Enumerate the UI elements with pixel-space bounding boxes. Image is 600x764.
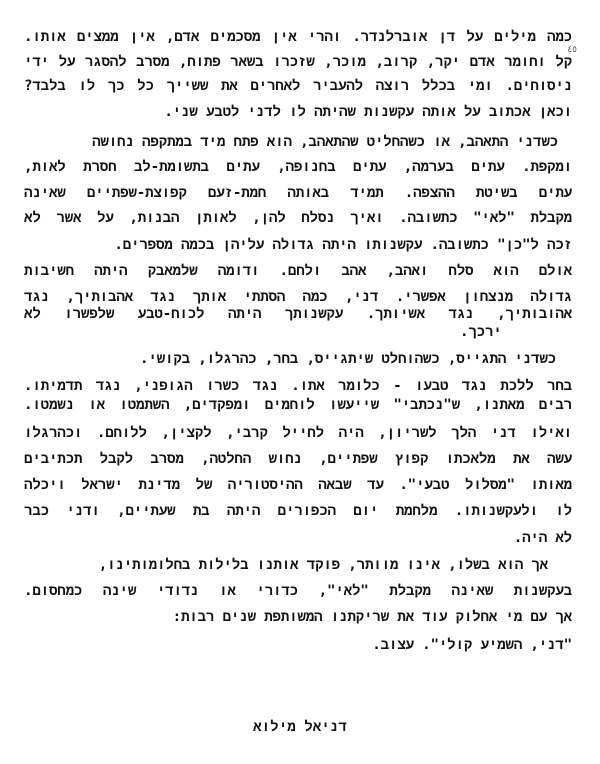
text-line: כשדני התאהב, או כשהחליט שהתאהב, הוא פתח מיד במתקפה נחושה (92, 134, 558, 150)
text-line: גדולה מנצחון אפשרי. דני, כמה הסתתי אותך נגד אהבותיך, נגד (24, 289, 572, 305)
text-line: לו ולעקשנותו. מלחמת יום הכפורים היתה בת שעתיים, ודני כבר (24, 503, 572, 519)
text-line: רבים מאתנו, ש"נכתבי" שייעשו לוחמים ומפקדים, השתמטו או נשמטו. (24, 397, 572, 413)
text-line: לא היה. (513, 530, 572, 546)
margin-mark: ٤٥ (567, 45, 577, 55)
text-line: עתים בשיטת ההצפה. תמיד באותה חמת-זעם קפוצת-שפתיים שאינה (24, 185, 572, 201)
text-line: אך עם מי אחלוק עוד את שריקתנו המשותפת שנים רבות: (172, 609, 572, 625)
text-line: אהובותיך, נגד אשיותך. עקשנותך היתה לכוח-טבע שלפשרו לא (24, 306, 572, 322)
text-line: ומקפת. עתים בערמה, עתים בחנופה, עתים בתשומת-לב חסרת לאות, (24, 159, 572, 175)
text-line: עשה את מלאכתו קפוץ שפתיים, נחוש החלטה, מסרב לקבל תכתיבים (24, 451, 572, 467)
text-line: "דני, השמיע קולי". עצוב. (372, 637, 572, 653)
text-line: מאותו "מסלול טבעי". עד שבאה ההיסטוריה של מדינת ישראל ויכלה (24, 477, 572, 493)
text-line: בעקשנות שאינה מקבלת "לאי", כדורי או נדודי שינה כמחסום. (24, 583, 572, 599)
text-line: בחר ללכת נגד טבעו - כלומר אתו. נגד כשרו הגופני, נגד תדמיתו. (24, 378, 572, 394)
text-line: מקבלת "לאי" כתשובה. ואיך נסלח להן, לאותן הבנות, על אשר לא (24, 210, 572, 226)
text-line: ניסוחים. ומי בכלל רוצה להעביר לאחרים את ששייך כל כך לו בלבד? (24, 78, 572, 94)
text-line: קל וחומר אדם יקר, קרוב, מוכר, שזכרו בשאר פתוח, מסרב להסגר על ידי (24, 54, 572, 70)
text-line: כמה מילים על דן אוברלנדר. והרי אין מסכמים אדם, אין ממצים אותו. (24, 29, 572, 45)
text-line: כשדני התגייס, כשהוחלט שיתגייס, בחר, כהרגלו, בקושי. (140, 351, 556, 367)
text-line: אולם הוא סלח ואהב, אהב ולחם. ודומה שלמאבק היתה חשיבות (24, 263, 572, 279)
text-line: ואילו דני הלך לשריון, היה לחייל קרבי, לקצין, ללוחם. וכהרגלו (24, 425, 572, 441)
text-line: וכאן אכתוב על אותה עקשנות שהיתה לו לדני לטבע שני. (164, 104, 572, 120)
text-line: אך הוא בשלו, אינו מוותר, פוקד אותנו בלילות בחלומותינו, (98, 557, 548, 573)
text-line-fragment: ירכך. (460, 324, 502, 340)
text-line: זכה ל"כן" כתשובה. עקשנותו היתה גדולה עליהן בכמה מספרים. (114, 237, 572, 253)
signature: דניאל מילוא (253, 719, 347, 735)
